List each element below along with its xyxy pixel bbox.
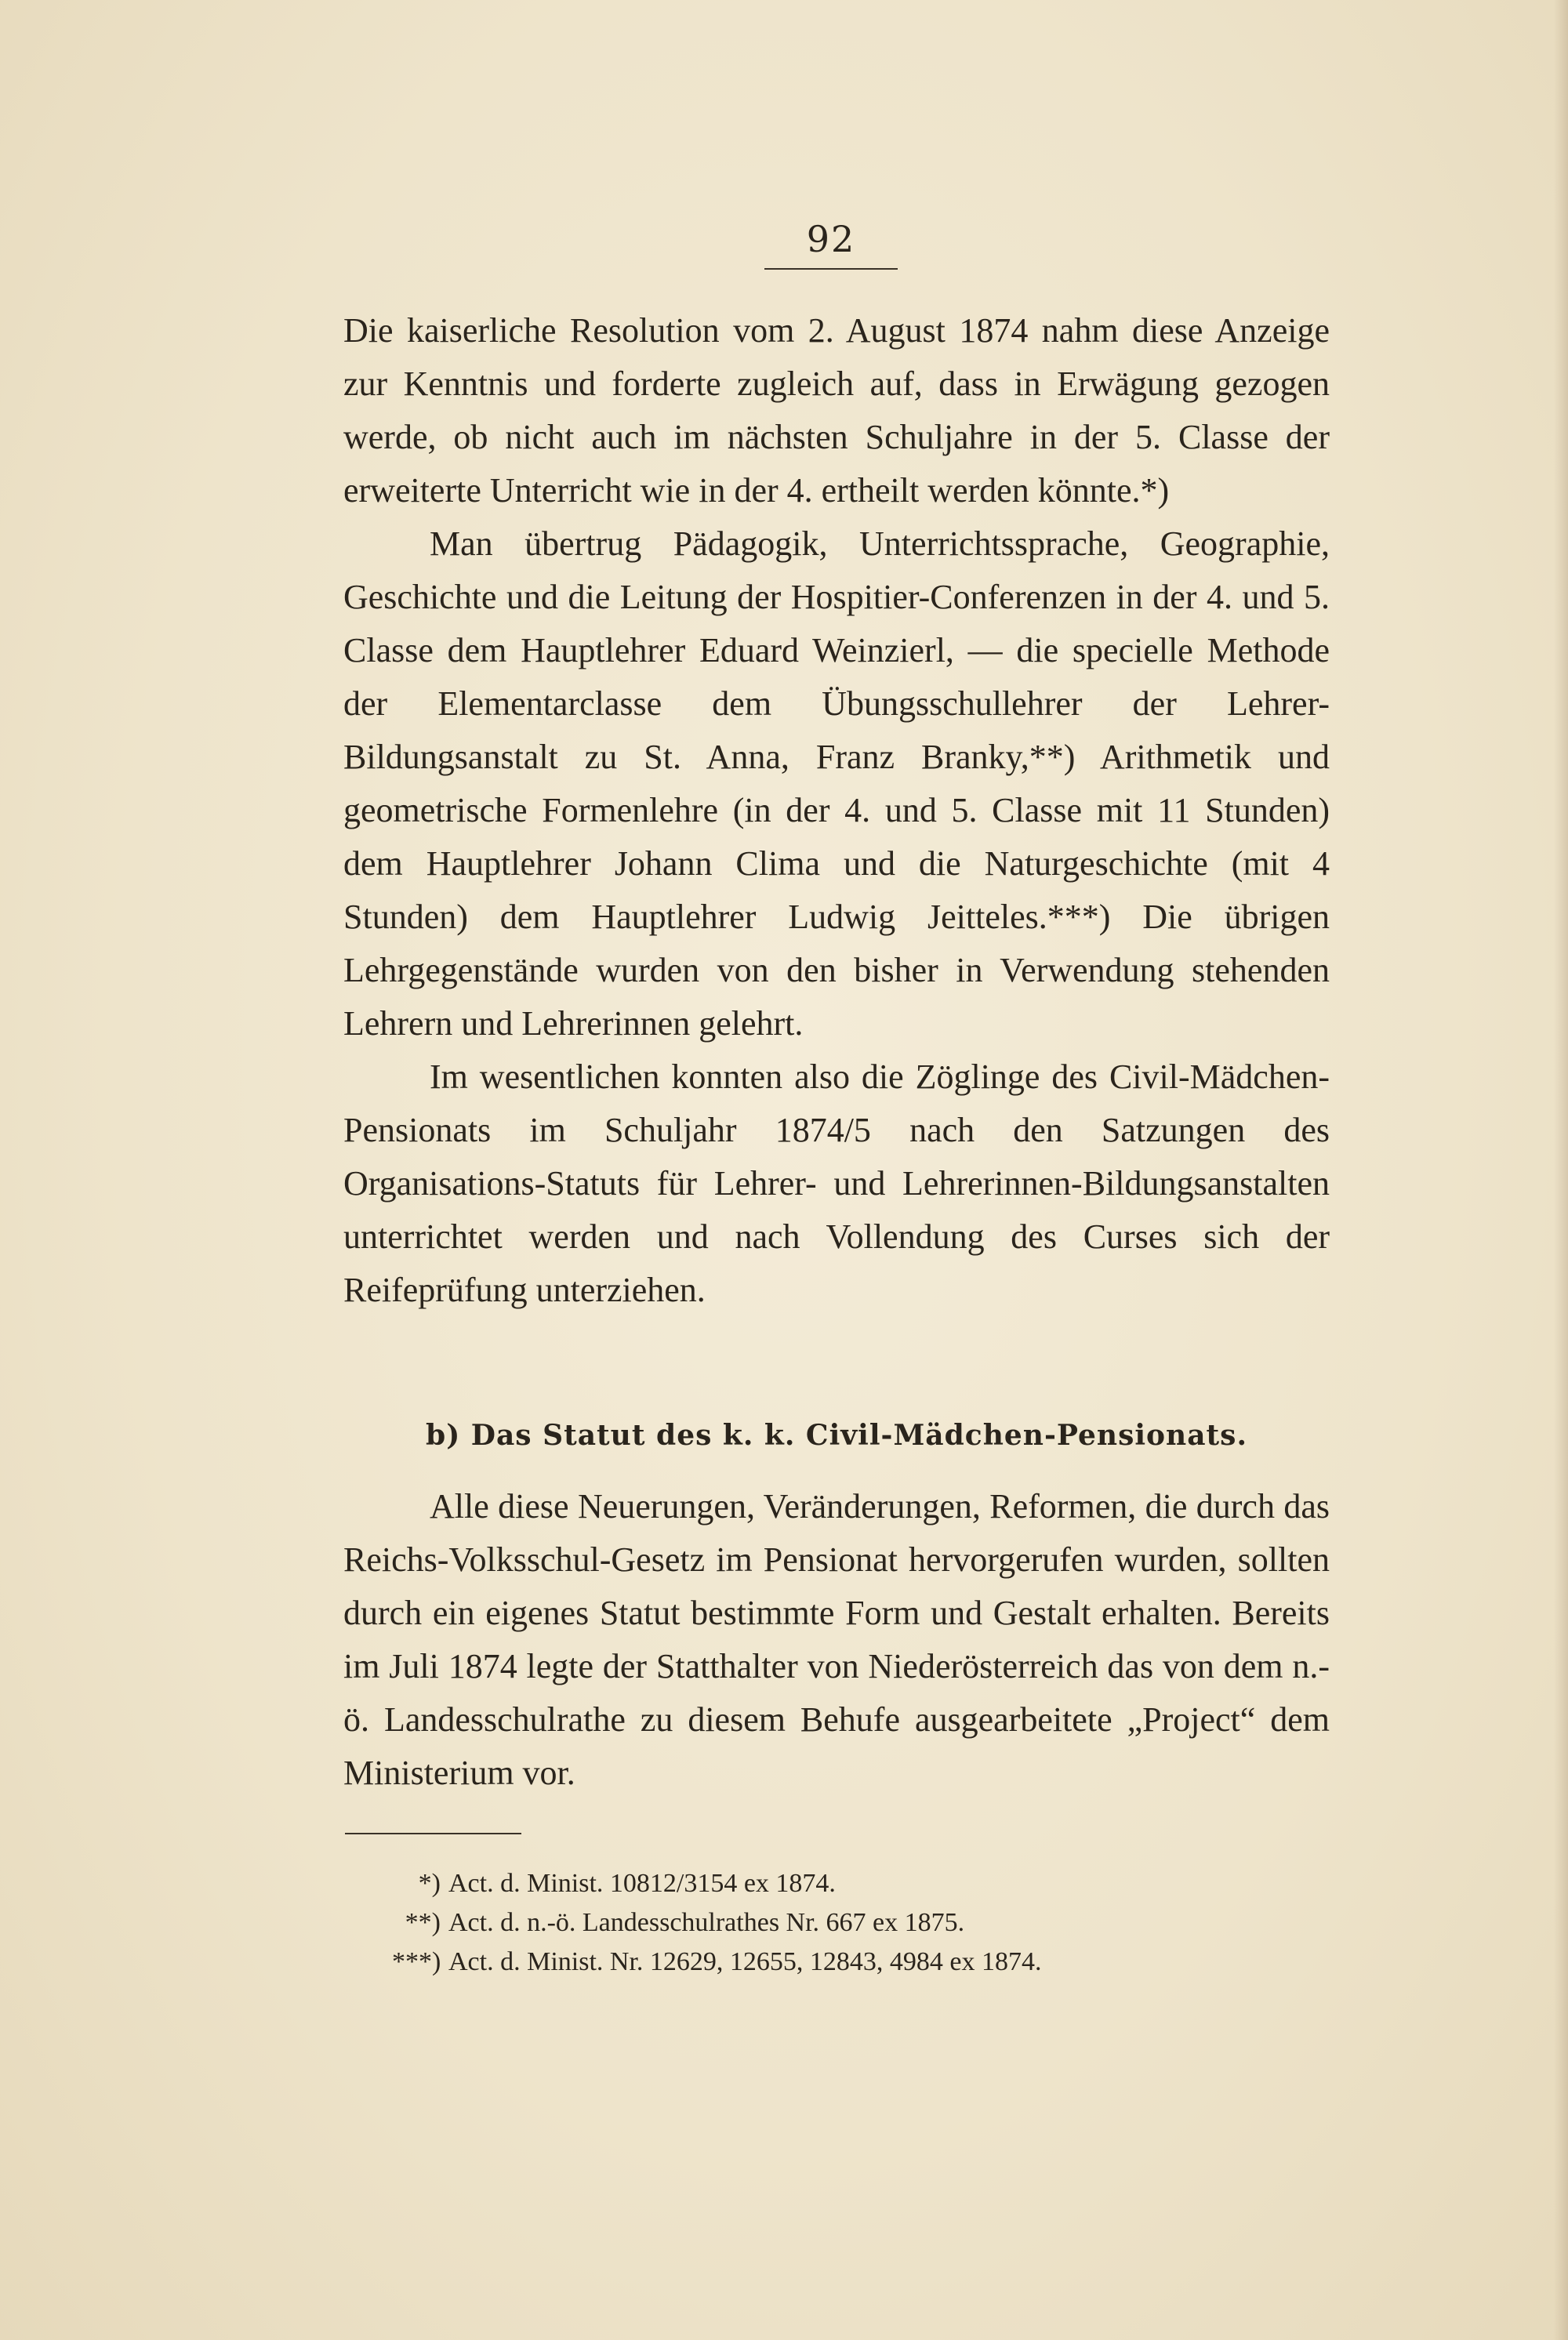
- footnote-2: [392, 1903, 1294, 1943]
- footnote-mark: *): [418, 1869, 441, 1898]
- main-text: [343, 304, 1330, 1317]
- footnote-1: [392, 1864, 1294, 1903]
- footnotes: [392, 1864, 1294, 1982]
- header-rule: [764, 268, 898, 270]
- paragraph-1: Die kaiserliche Resolution vom 2. August 1874 nahm diese Anzeige zur Kenntnis und forderte zugleich auf, dass in Erwägung gezogen werde, ob nicht auch im nächsten Schuljahre in der 5. Classe der erweiterte Unterricht wie in der 4. ertheilt werden könnte.*): [343, 311, 1330, 510]
- section-heading: b) Das Statut des k. k. Civil-Mädchen-Pensionats.: [426, 1419, 1247, 1452]
- paragraph-2: Man übertrug Pädagogik, Unterrichtssprache, Geographie, Geschichte und die Leitung der Hospitier-Conferenzen in der 4. und 5. Classe dem Hauptlehrer Eduard Weinzierl, — die specielle Methode der Elementarclasse dem Übungsschullehrer der Lehrer-Bildungsanstalt zu St. Anna, Franz Branky,**) Arithmetik und geometrische Formenlehre (in der 4. und 5. Classe mit 11 Stunden) dem Hauptlehrer Johann Clima und die Naturgeschichte (mit 4 Stunden) dem Hauptlehrer Ludwig Jeitteles.***) Die übrigen Lehrgegenstände wurden von den bisher in Verwendung stehenden Lehrern und Lehrerinnen gelehrt.: [343, 524, 1330, 1043]
- footnote-text: Act. d. Minist. 10812/3154 ex 1874.: [448, 1869, 836, 1898]
- footnote-mark: ***): [392, 1947, 441, 1976]
- footnote-text: Act. d. n.-ö. Landesschulrathes Nr. 667 ex 1875.: [448, 1908, 965, 1937]
- section-paragraph: Alle diese Neuerungen, Veränderungen, Reformen, die durch das Reichs-Volksschul-Gesetz im Pensionat hervorgerufen wurden, sollten durch ein eigenes Statut bestimmte Form und Gestalt erhalten. Bereits im Juli 1874 legte der Statthalter von Niederösterreich das von dem n.-ö. Landesschulrathe zu diesem Behufe ausgearbeitete „Project“ dem Ministerium vor.: [343, 1487, 1330, 1792]
- footnote-3: [392, 1943, 1294, 1982]
- paragraph-3: Im wesentlichen konnten also die Zöglinge des Civil-Mädchen-Pensionats im Schuljahr 1874/5 nach den Satzungen des Organisations-Statuts für Lehrer- und Lehrerinnen-Bildungsanstalten unterrichtet werden und nach Vollendung des Curses sich der Reifeprüfung unterziehen.: [343, 1058, 1330, 1309]
- section-text: [343, 1480, 1330, 1800]
- footnote-rule: [345, 1833, 521, 1834]
- page-number: 92: [806, 218, 856, 260]
- footnote-text: Act. d. Minist. Nr. 12629, 12655, 12843, 4984 ex 1874.: [448, 1947, 1042, 1976]
- footnote-mark: **): [405, 1908, 441, 1937]
